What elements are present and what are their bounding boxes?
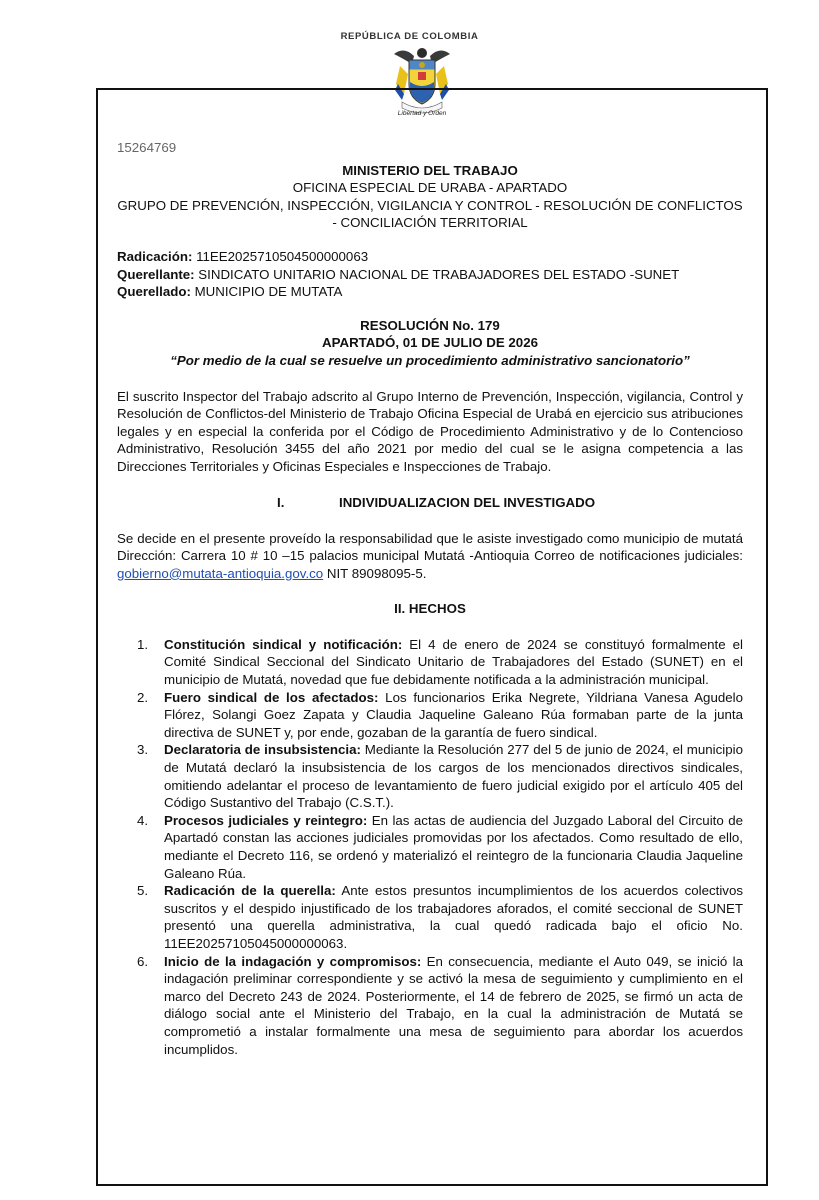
ministry-heading: MINISTERIO DEL TRABAJO [342, 162, 518, 178]
country-heading: REPÚBLICA DE COLOMBIA [340, 31, 479, 42]
office-heading: OFICINA ESPECIAL DE URABA - APARTADO [292, 180, 568, 196]
querellante-value: SINDICATO UNITARIO NACIONAL DE TRABAJADORES DEL ESTADO -SUNET [194, 266, 680, 282]
section-1-text: Se decide en el presente proveído la responsabilidad que le asiste investigado como municipio de mutatá Dirección: Carrera 10 # 10 –15 palacios municipal Mutatá -Antioquia Correo de notificaciones judiciales: [117, 530, 743, 564]
item-label: Fuero sindical de los afectados: [164, 689, 379, 705]
item-text: Los funcionarios Erika Negrete, Yildriana Vanesa Agudelo Flórez, Solangi Goez Zapata y Claudia Jaqueline Galeano Rúa formaban parte de la junta directiva de SUNET y, por ende, gozaban de la garantía de fuero sindical. [164, 689, 743, 740]
radicacion-label: Radicación: [117, 248, 193, 264]
querellado-value: MUNICIPIO DE MUTATA [190, 284, 343, 300]
notification-email-link[interactable]: gobierno@mutata-antioquia.gov.co [117, 565, 324, 581]
item-label: Procesos judiciales y reintegro: [164, 812, 368, 828]
resolution-date: APARTADÓ, 01 DE JULIO DE 2026 [321, 335, 538, 351]
list-item [117, 882, 743, 952]
national-motto: Libertad y Orden [397, 110, 447, 117]
item-text: Ante estos presuntos incumplimientos de los acuerdos colectivos suscritos y el despido injustificado de los trabajadores aforados, el comité seccional de SUNET presentó una querella administrativa, la cual quedó radicada bajo el oficio No. 11EE20257105045000000063. [164, 883, 743, 951]
list-item [117, 636, 743, 689]
item-number: 1. [137, 636, 149, 652]
item-text: El 4 de enero de 2024 se constituyó formalmente el Comité Sindical Seccional del Sindicato Unitario de Trabajadores del Estado (SUNET) en el municipio de Mutatá, novedad que fue debidamente notificada a la administración municipal. [164, 636, 744, 688]
item-number: 4. [137, 812, 149, 828]
querellante-line [117, 266, 743, 284]
section-1-heading [117, 494, 743, 512]
item-number: 5. [137, 883, 149, 899]
list-item [117, 812, 743, 882]
querellante-label: Querellante: [117, 266, 195, 282]
document-body [117, 139, 743, 1058]
radicacion-line [117, 248, 743, 266]
item-label: Declaratoria de insubsistencia: [164, 742, 361, 758]
nit-text: NIT 89098095-5. [323, 565, 427, 581]
section-1-title: INDIVIDUALIZACION DEL INVESTIGADO [339, 494, 596, 510]
list-item [117, 689, 743, 742]
radicacion-value: 11EE2025710504500000063 [192, 248, 369, 264]
intro-paragraph: El suscrito Inspector del Trabajo adscrito al Grupo Interno de Prevención, Inspección, vigilancia, Control y Resolución de Conflictos-del Ministerio de Trabajo Oficina Especial de Urabá en ejercicio sus atribuciones legales y en especial la conferida por el Código de Procedimiento Administrativo y de lo Contencioso Administrativo, Resolución 3455 del año 2021 por medio del cual se le asigna competencia a las Direcciones Territoriales y Oficinas Especiales e Inspecciones de Trabajo. [117, 388, 743, 474]
group-heading: GRUPO DE PREVENCIÓN, INSPECCIÓN, VIGILANCIA Y CONTROL - RESOLUCIÓN DE CONFLICTOS - CONCILIACIÓN TERRITORIAL [117, 197, 743, 231]
item-label: Inicio de la indagación y compromisos: [164, 953, 422, 969]
querellado-line [117, 283, 743, 301]
item-label: Radicación de la querella: [164, 883, 336, 899]
item-text: En las actas de audiencia del Juzgado Laboral del Circuito de Apartadó constan las acciones judiciales promovidas por los afectados. Como resultado de ello, mediante el Decreto 116, se ordenó y materializó el reintegro de la funcionaria Claudia Jaqueline Galeano Rúa. [164, 812, 743, 881]
list-item [117, 953, 743, 1059]
querellado-label: Querellado: [117, 284, 191, 300]
item-label: Constitución sindical y notificación: [164, 636, 403, 652]
item-text: En consecuencia, mediante el Auto 049, se inició la indagación preliminar correspondiente y se activó la mesa de seguimiento y cumplimiento en el marco del Decreto 243 de 2024. Posteriormente, el 14 de febrero de 2025, se firmó un acta de diálogo social ante el Ministerio del Trabajo, en la cual la administración de Mutatá se comprometió a instalar formalmente una mesa de seguimiento para abordar los acuerdos incumplidos. [164, 953, 743, 1057]
section-1-number: I. [277, 494, 285, 510]
list-item [117, 741, 743, 811]
resolution-number: RESOLUCIÓN No. 179 [360, 317, 500, 333]
section-1-paragraph [117, 530, 743, 583]
item-number: 6. [137, 953, 149, 969]
document-number: 15264769 [117, 140, 177, 155]
hechos-list [117, 636, 743, 1058]
item-number: 2. [137, 689, 149, 705]
item-text: Mediante la Resolución 277 del 5 de junio de 2024, el municipio de Mutatá declaró la insubsistencia de los cargos de los mencionados directivos sindicales, omitiendo adelantar el proceso de levantamiento de fuero judicial exigido por el artículo 405 del Código Sustantivo del Trabajo (C.S.T.). [164, 742, 743, 811]
item-number: 3. [137, 742, 149, 758]
section-2-heading: II. HECHOS [394, 601, 466, 617]
resolution-subject: “Por medio de la cual se resuelve un procedimiento administrativo sancionatorio” [170, 352, 690, 368]
